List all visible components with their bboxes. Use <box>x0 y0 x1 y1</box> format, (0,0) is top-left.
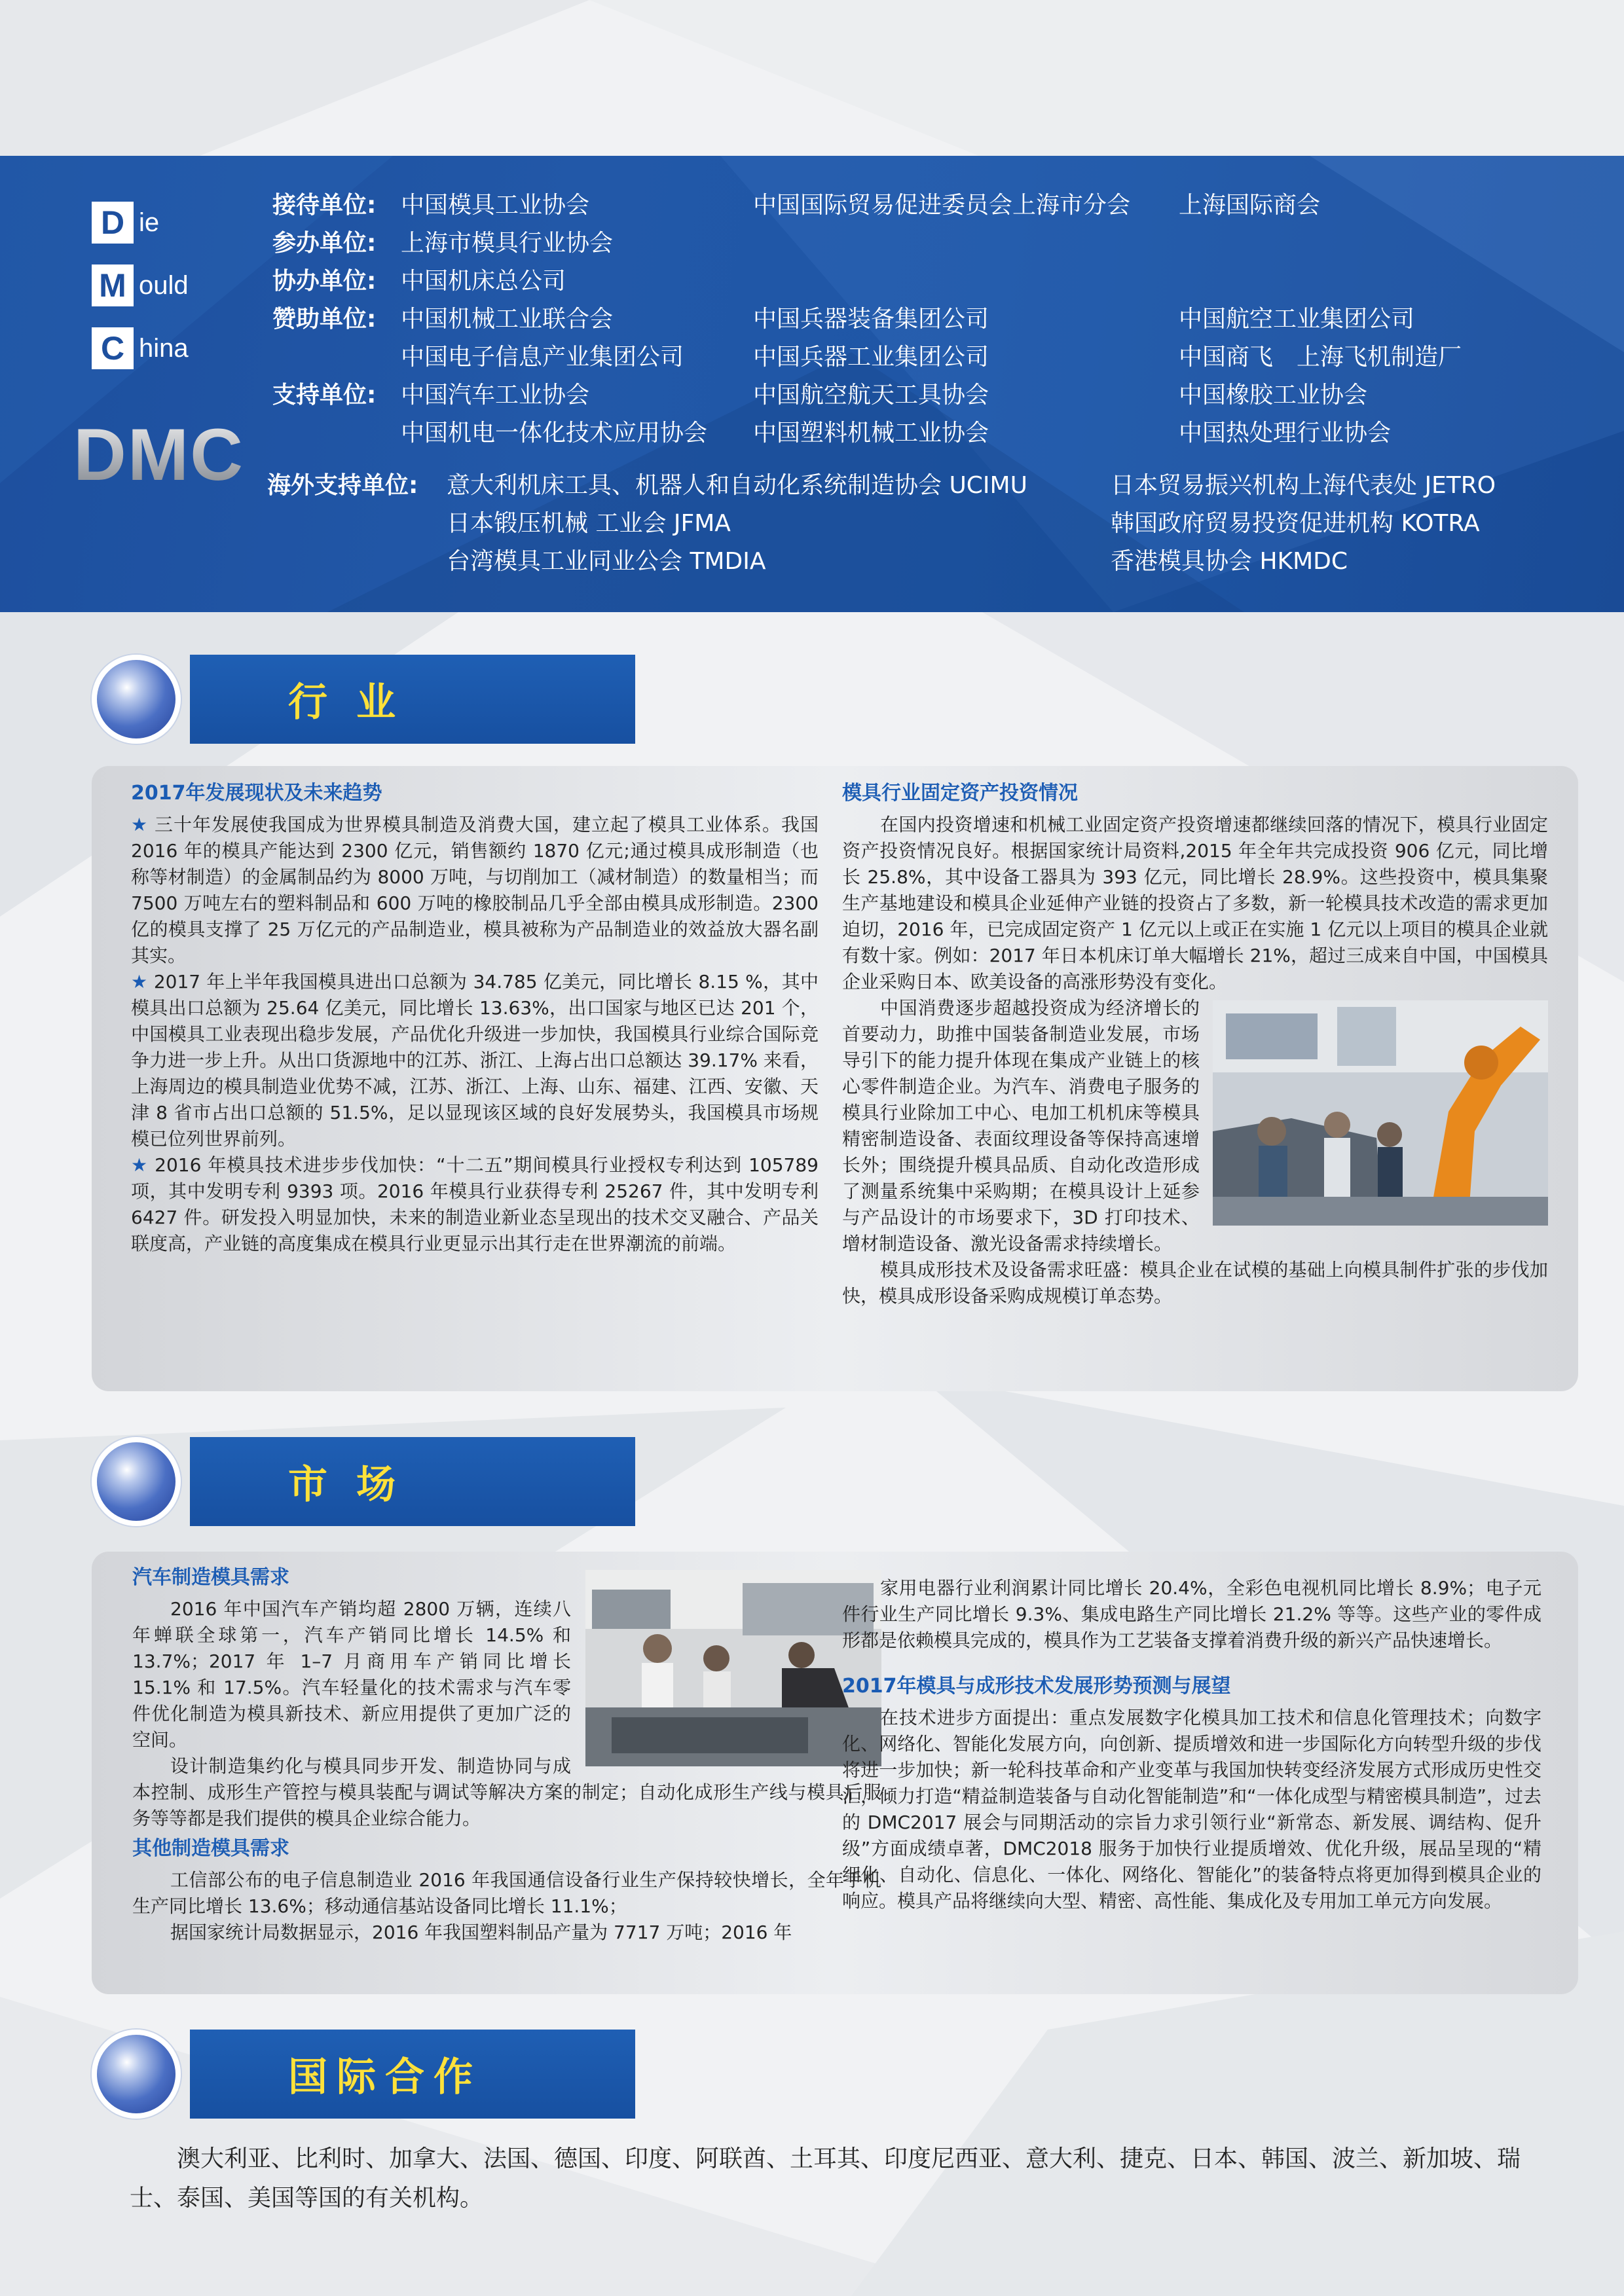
star-icon: ★ <box>131 1154 149 1176</box>
overseas-item: 香港模具协会 HKMDC <box>1111 548 1348 575</box>
section-orb-icon <box>92 655 181 744</box>
host-item: 中国国际贸易促进委员会上海市分会 <box>753 192 1131 219</box>
assist-label: 协办单位: <box>272 268 377 295</box>
other-paragraph: 据国家统计局数据显示，2016 年我国塑料制品产量为 7717 万吨；2016 年 <box>170 1922 792 1943</box>
dmc-acronym <box>92 196 189 385</box>
industry-right-paragraph: 中国消费逐步超越投资成为经济增长的首要动力，助推中国装备制造业发展，市场导引下的能力提升体现在集成产业链上的核心零件制造企业。为汽车、消费电子服务的模具行业除加工中心、电加工机机床等模具精密制造设备、表面纹理设备等保持高速增长外；围绕提升模具品质、自动化改造形成了测量系统集中采购期；在模具设计上延参与产品设计的市场要求下，3D 打印技术、增材制造设备、激光设备需求持续增长。 <box>842 997 1200 1254</box>
participant-item: 上海市模具行业协会 <box>401 230 614 257</box>
overseas-label: 海外支持单位: <box>267 472 418 499</box>
market-section-header <box>92 1437 635 1526</box>
overseas-item: 台湾模具工业同业公会 TMDIA <box>447 548 766 575</box>
dmc-logo: DMC <box>73 414 245 496</box>
other-mould-heading: 其他制造模具需求 <box>132 1837 289 1860</box>
international-section-header <box>92 2030 635 2119</box>
overseas-item: 日本贸易振兴机构上海代表处 JETRO <box>1111 472 1496 499</box>
support-item: 中国机电一体化技术应用协会 <box>401 420 708 446</box>
market-left-column <box>132 1565 881 1946</box>
market-right-column <box>842 1575 1541 1914</box>
overseas-item: 韩国政府贸易投资促进机构 KOTRA <box>1111 510 1480 537</box>
industry-left-column <box>131 780 819 1257</box>
host-label: 接待单位: <box>272 192 377 219</box>
industry-section-header <box>92 655 635 744</box>
dmc-letter-d: D <box>92 202 134 244</box>
sponsor-item: 中国兵器装备集团公司 <box>753 306 989 333</box>
dmc-word-china: hina <box>139 333 189 363</box>
market-title: 市场 <box>288 1462 424 1508</box>
industry-right-paragraph: 在国内投资增速和机械工业固定资产投资增速都继续回落的情况下，模具行业固定资产投资情况良好。根据国家统计局资料,2015 年全年共完成投资 906 亿元，同比增长 25.8%，其中设备工器具为 393 亿元，同比增长 28.9%。这些投资中，模具集聚生产基地建设和模具企业延伸产业链的投资占了多数，新一轮模具技术改造的需求更加迫切，2016 年，已完成固定资产 1 亿元以上或正在实施 1 亿元以上项目的模具企业就有数十家。例如：2017 年日本机床订单大幅增长 21%，超过三成来自中国，中国模具企业采购日本、欧美设备的高涨形势没有变化。 <box>842 814 1548 993</box>
star-icon: ★ <box>131 814 149 835</box>
international-partners-text: 澳大利亚、比利时、加拿大、法国、德国、印度、阿联酋、土耳其、印度尼西亚、意大利、捷克、日本、韩国、波兰、新加坡、瑞士、泰国、美国等国的有关机构。 <box>130 2145 1521 2212</box>
industry-right-paragraph: 模具成形技术及设备需求旺盛：模具企业在试模的基础上向模具制件扩张的步伐加快，模具成形设备采购成规模订单态势。 <box>842 1259 1548 1307</box>
industry-left-heading: 2017年发展现状及未来趋势 <box>131 782 382 805</box>
industry-title: 行业 <box>288 680 424 725</box>
forecast-paragraph: 在技术进步方面提出：重点发展数字化模具加工技术和信息化管理技术；向数字化、网络化、智能化发展方向，向创新、提质增效和进一步国际化方向转型升级的步伐将进一步加快；新一轮科技革命和产业变革与我国加快转变经济发展方式形成历史性交汇，倾力打造“精益制造装备与自动化智能制造”和“一体化成型与精密模具制造”，过去的 DMC2017 展会与同期活动的宗旨力求引领行业“新常态、新发展、调结构、促升级”方面成绩卓著，DMC2018 服务于加快行业提质增效、优化升级，展品呈现的“精细化、自动化、信息化、一体化、网络化、智能化”的装备特点将更加得到模具企业的响应。模具产品将继续向大型、精密、高性能、集成化及专用加工单元方向发展。 <box>842 1707 1541 1912</box>
support-item: 中国汽车工业协会 <box>401 382 590 409</box>
other-paragraph: 工信部公布的电子信息制造业 2016 年我国通信设备行业生产保持较快增长，全年手机生产同比增长 13.6%；移动通信基站设备同比增长 11.1%； <box>132 1869 881 1917</box>
industry-paragraph-text: 三十年发展使我国成为世界模具制造及消费大国，建立起了模具工业体系。我国 2016 年的模具产能达到 2300 亿元，销售额约 1870 亿元;通过模具成形制造（也称等材制造）的金属制品约为 8000 万吨，与切削加工（减材制造）的数量相当；而 7500 万吨左右的塑料制品和 600 万吨的橡胶制品几乎全部由模具成形制造。2300 亿的模具支撑了 25 万亿元的产品制造业，模具被称为产品制造业的效益放大器名副其实。 <box>131 814 819 966</box>
industry-right-column <box>842 780 1548 1309</box>
industry-paragraph <box>131 969 819 1152</box>
forecast-heading: 2017年模具与成形技术发展形势预测与展望 <box>842 1675 1231 1698</box>
robot-exhibit-photo <box>1213 1000 1548 1226</box>
section-orb-icon <box>92 2030 181 2119</box>
market-right-paragraph: 家用电器行业利润累计同比增长 20.4%，全彩色电视机同比增长 8.9%；电子元件行业生产同比增长 9.3%、集成电路生产同比增长 21.2% 等等。这些产业的零件成形都是依赖模具完成的，模具作为工艺装备支撑着消费升级的新兴产品快速增长。 <box>842 1577 1541 1651</box>
sponsor-item: 中国兵器工业集团公司 <box>753 344 989 371</box>
auto-paragraph: 2016 年中国汽车产销均超 2800 万辆，连续八年蝉联全球第一，汽车产销同比增长 14.5% 和 13.7%；2017 年 1–7 月商用车产销同比增长 15.1% 和 17.5%。汽车轻量化的技术需求与汽车零件优化制造为模具新技术、新应用提供了更加广泛的空间。 <box>132 1598 571 1751</box>
auto-paragraph: 设计制造集约化与模具同步开发、制造协同与成本控制、成形生产管控与模具装配与调试等解决方案的制定；自动化成形生产线与模具后服务等等都是我们提供的模具企业综合能力。 <box>132 1755 881 1829</box>
section-orb-icon <box>92 1437 181 1526</box>
support-item: 中国航空航天工具协会 <box>753 382 989 409</box>
support-item: 中国塑料机械工业协会 <box>753 420 989 446</box>
industry-paragraph <box>131 1152 819 1257</box>
support-item: 中国橡胶工业协会 <box>1179 382 1368 409</box>
sponsor-item: 中国机械工业联合会 <box>401 306 614 333</box>
sponsor-label: 赞助单位: <box>272 306 377 333</box>
support-item: 中国热处理行业协会 <box>1179 420 1392 446</box>
host-item: 中国模具工业协会 <box>401 192 590 219</box>
participant-label: 参办单位: <box>272 230 377 257</box>
dmc-line-mould <box>92 259 189 312</box>
host-item: 上海国际商会 <box>1179 192 1321 219</box>
industry-paragraph-text: 2016 年模具技术进步步伐加快：“十二五”期间模具行业授权专利达到 105789 项，其中发明专利 9393 项。2016 年模具行业获得专利 25267 件，其中发明专利 6427 件。研发投入明显加快，未来的制造业新业态呈现出的技术交叉融合、产品关联度高，产业链的高度集成在模具行业更显示出其行走在世界潮流的前端。 <box>131 1154 819 1254</box>
sponsor-item: 中国航空工业集团公司 <box>1179 306 1415 333</box>
dmc-word-die: ie <box>139 208 160 237</box>
dmc-line-china <box>92 322 189 374</box>
industry-right-heading: 模具行业固定资产投资情况 <box>842 782 1078 805</box>
sponsor-item: 中国电子信息产业集团公司 <box>401 344 684 371</box>
dmc-line-die <box>92 196 189 249</box>
support-label: 支持单位: <box>272 382 377 409</box>
auto-mould-heading: 汽车制造模具需求 <box>132 1566 289 1589</box>
dmc-word-mould: ould <box>139 270 189 300</box>
industry-paragraph-text: 2017 年上半年我国模具进出口总额为 34.785 亿美元，同比增长 8.15 %，其中模具出口总额为 25.64 亿美元，同比增长 13.63%，出口国家与地区已达 201 个，中国模具工业表现出稳步发展，产品优化升级进一步加快，我国模具行业综合国际竞争力进一步上升。从出口货源地中的江苏、浙江、上海占出口总额达 39.17% 来看，上海周边的模具制造业优势不减，江苏、浙江、上海、山东、福建、江西、安徽、天津 8 省市占出口总额的 51.5%，足以显现该区域的良好发展势头，我国模具市场规模已位列世界前列。 <box>131 971 819 1150</box>
organizers-band <box>0 156 1624 612</box>
industry-paragraph <box>131 812 819 969</box>
overseas-item: 日本锻压机械 工业会 JFMA <box>447 510 731 537</box>
exhibition-visitors-photo <box>585 1570 881 1766</box>
market-content-box <box>92 1552 1578 1994</box>
international-title: 国际合作 <box>288 2054 482 2100</box>
dmc-letter-m: M <box>92 264 134 306</box>
sponsor-item: 中国商飞 上海飞机制造厂 <box>1179 344 1462 371</box>
overseas-item: 意大利机床工具、机器人和自动化系统制造协会 UCIMU <box>447 472 1027 499</box>
industry-photo-wrap <box>842 995 1548 1257</box>
industry-content-box <box>92 766 1578 1391</box>
assist-item: 中国机床总公司 <box>401 268 566 295</box>
star-icon: ★ <box>131 971 148 993</box>
dmc-letter-c: C <box>92 327 134 369</box>
